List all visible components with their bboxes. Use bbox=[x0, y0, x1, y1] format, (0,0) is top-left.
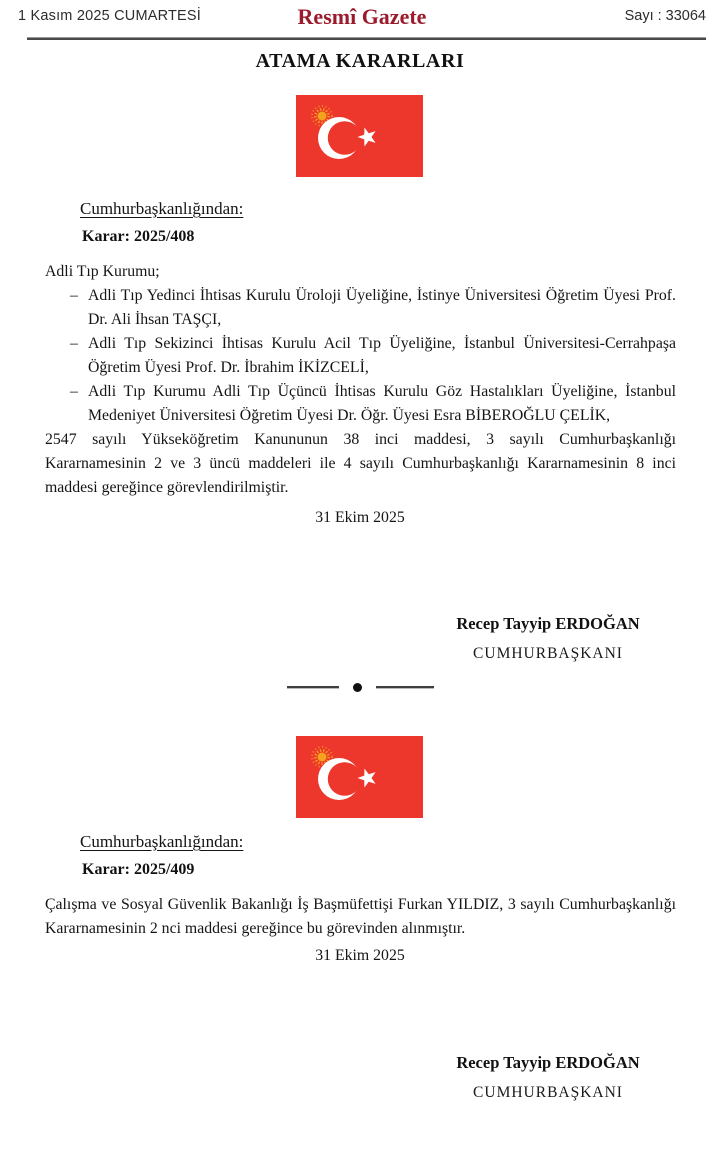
decree1-body bbox=[45, 260, 676, 500]
decree1-item-1: Adli Tıp Yedinci İhtisas Kurulu Üroloji Üyeliğine, İstinye Üniversitesi Öğretim Üyesi Prof. Dr. Ali İhsan TAŞÇI, bbox=[88, 287, 676, 328]
list-item bbox=[45, 332, 676, 380]
decree1-heading: Cumhurbaşkanlığından: bbox=[80, 199, 244, 218]
separator-line bbox=[287, 686, 339, 689]
section-separator bbox=[0, 681, 720, 693]
list-dash-marker: – bbox=[70, 383, 78, 400]
decree2-decision-number: Karar: 2025/409 bbox=[82, 861, 195, 878]
gazette-title: Resmî Gazete bbox=[297, 4, 427, 29]
list-dash-marker: – bbox=[70, 287, 78, 304]
decree1-intro: Adli Tıp Kurumu; bbox=[45, 263, 160, 280]
decree2-date: 31 Ekim 2025 bbox=[315, 947, 405, 964]
signature-name: Recep Tayyip ERDOĞAN bbox=[456, 1053, 640, 1072]
decree2-body bbox=[45, 893, 676, 941]
turkish-presidential-flag-icon bbox=[296, 95, 423, 177]
decree2-paragraph: Çalışma ve Sosyal Güvenlik Bakanlığı İş Başmüfettişi Furkan YILDIZ, 3 sayılı Cumhurbaşkanlığı Kararnamesinin 2 nci maddesi gereğince bu görevinden alınmıştır. bbox=[45, 896, 676, 937]
gazette-date: 1 Kasım 2025 CUMARTESİ bbox=[18, 8, 202, 24]
turkish-presidential-flag-icon bbox=[296, 736, 423, 818]
decree1-date: 31 Ekim 2025 bbox=[315, 509, 405, 526]
signature-name: Recep Tayyip ERDOĞAN bbox=[456, 614, 640, 633]
masthead bbox=[18, 4, 706, 29]
gazette-issue-number: Sayı : 33064 bbox=[624, 8, 706, 24]
signature-title: CUMHURBAŞKANI bbox=[473, 645, 623, 662]
decree1-closing: 2547 sayılı Yükseköğretim Kanununun 38 inci maddesi, 3 sayılı Cumhurbaşkanlığı Kararnamesinin 2 ve 3 üncü maddeleri ile 4 sayılı Cumhurbaşkanlığı Kararnamesinin 8 inci maddesi gereğince görevlendirilmiştir. bbox=[45, 431, 676, 496]
header-rule bbox=[27, 37, 706, 40]
decree2-signature bbox=[387, 1053, 709, 1102]
decree1-item-3: Adli Tıp Kurumu Adli Tıp Üçüncü İhtisas Kurulu Göz Hastalıkları Üyeliğine, İstanbul Medeniyet Üniversitesi Öğretim Üyesi Dr. Öğr. Üyesi Esra BİBEROĞLU ÇELİK, bbox=[88, 383, 676, 424]
list-dash-marker: – bbox=[70, 335, 78, 352]
decree1-item-2: Adli Tıp Sekizinci İhtisas Kurulu Acil Tıp Üyeliğine, İstanbul Üniversitesi-Cerrahpaşa Öğretim Üyesi Prof. Dr. İbrahim İKİZCELİ, bbox=[88, 335, 676, 376]
decree1-signature bbox=[387, 614, 709, 663]
page-title: ATAMA KARARLARI bbox=[255, 50, 465, 72]
separator-dot-icon bbox=[353, 683, 362, 692]
signature-title: CUMHURBAŞKANI bbox=[473, 1084, 623, 1101]
list-item bbox=[45, 380, 676, 428]
decree1-decision-number: Karar: 2025/408 bbox=[82, 228, 195, 245]
separator-line bbox=[376, 686, 434, 689]
list-item bbox=[45, 284, 676, 332]
decree2-heading: Cumhurbaşkanlığından: bbox=[80, 832, 244, 851]
